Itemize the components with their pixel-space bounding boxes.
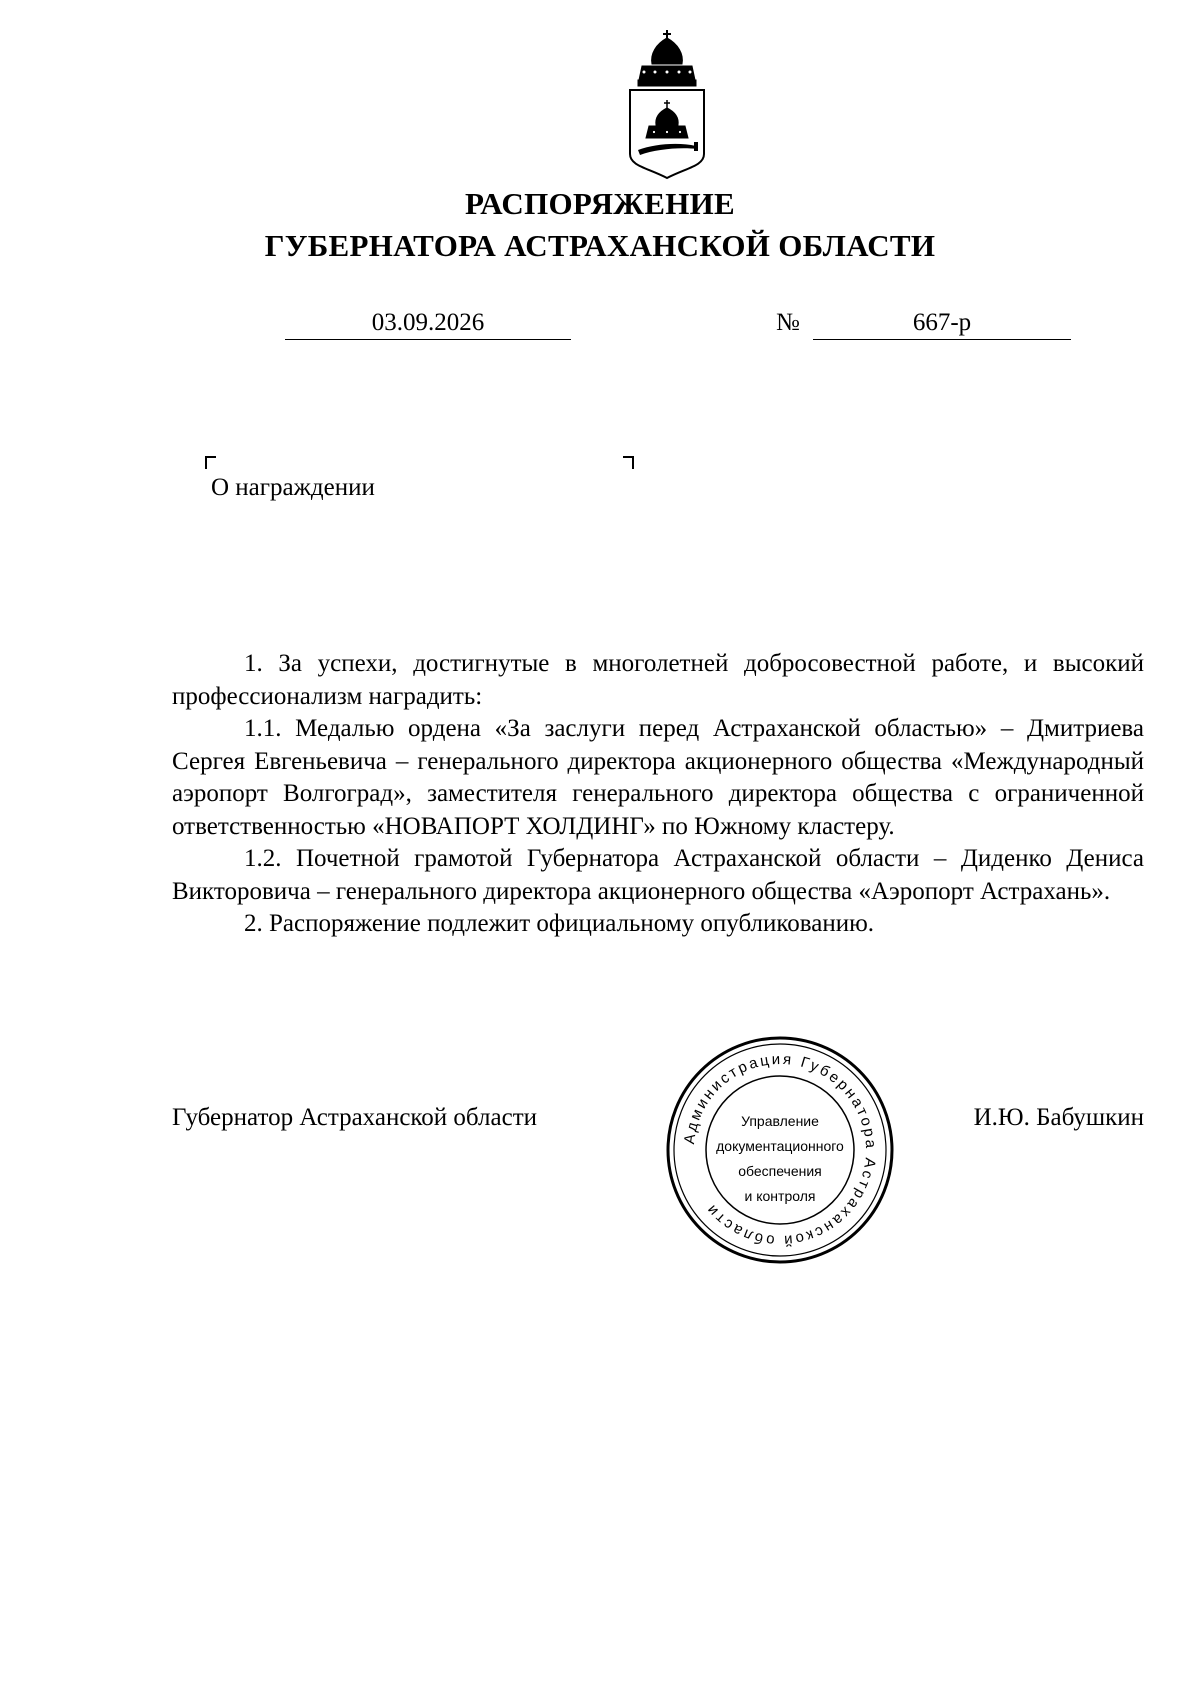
stamp-center-line: обеспечения xyxy=(738,1163,822,1179)
stamp-center-line: документационного xyxy=(716,1138,844,1154)
coat-of-arms-emblem xyxy=(622,28,712,180)
document-subject: О награждении xyxy=(211,474,375,501)
paragraph-1: 1. За успехи, достигнутые в многолетней добросовестной работе, и высокий профессионализм наградить: xyxy=(172,650,1144,710)
official-stamp xyxy=(660,1030,900,1270)
stamp-ring-text: Администрация Губернатора Астраханской области xyxy=(681,1050,880,1250)
number-sign: № xyxy=(776,309,800,336)
paragraph-2: 2. Распоряжение подлежит официальному опубликованию. xyxy=(244,910,875,937)
paragraph-1-2: 1.2. Почетной грамотой Губернатора Астраханской области – Диденко Дениса Викторовича – генерального директора акционерного общества «Аэропорт Астрахань». xyxy=(172,845,1144,905)
crown-icon xyxy=(638,30,696,86)
document-type-title: РАСПОРЯЖЕНИЕ xyxy=(464,186,736,221)
document-number: 667-р xyxy=(813,307,1071,340)
document-body xyxy=(172,648,1144,941)
paragraph-1-1: 1.1. Медалью ордена «За заслуги перед Астраханской областью» – Дмитриева Сергея Евгеньевича – генерального директора акционерного общества «Международный аэропорт Волгоград», заместителя генерального директора общества с ограниченной ответственностью «НОВАПОРТ ХОЛДИНГ» по Южному кластеру. xyxy=(172,715,1144,840)
document-date: 03.09.2026 xyxy=(285,307,571,340)
signatory-title: Губернатор Астраханской области xyxy=(172,1104,538,1131)
signatory-name: И.Ю. Бабушкин xyxy=(973,1104,1144,1131)
stamp-center-line: Управление xyxy=(741,1113,819,1129)
subject-bracket-right xyxy=(623,456,634,469)
issuer-title: ГУБЕРНАТОРА АСТРАХАНСКОЙ ОБЛАСТИ xyxy=(264,228,936,263)
stamp-center-line: и контроля xyxy=(744,1188,816,1204)
subject-bracket-left xyxy=(205,456,216,469)
